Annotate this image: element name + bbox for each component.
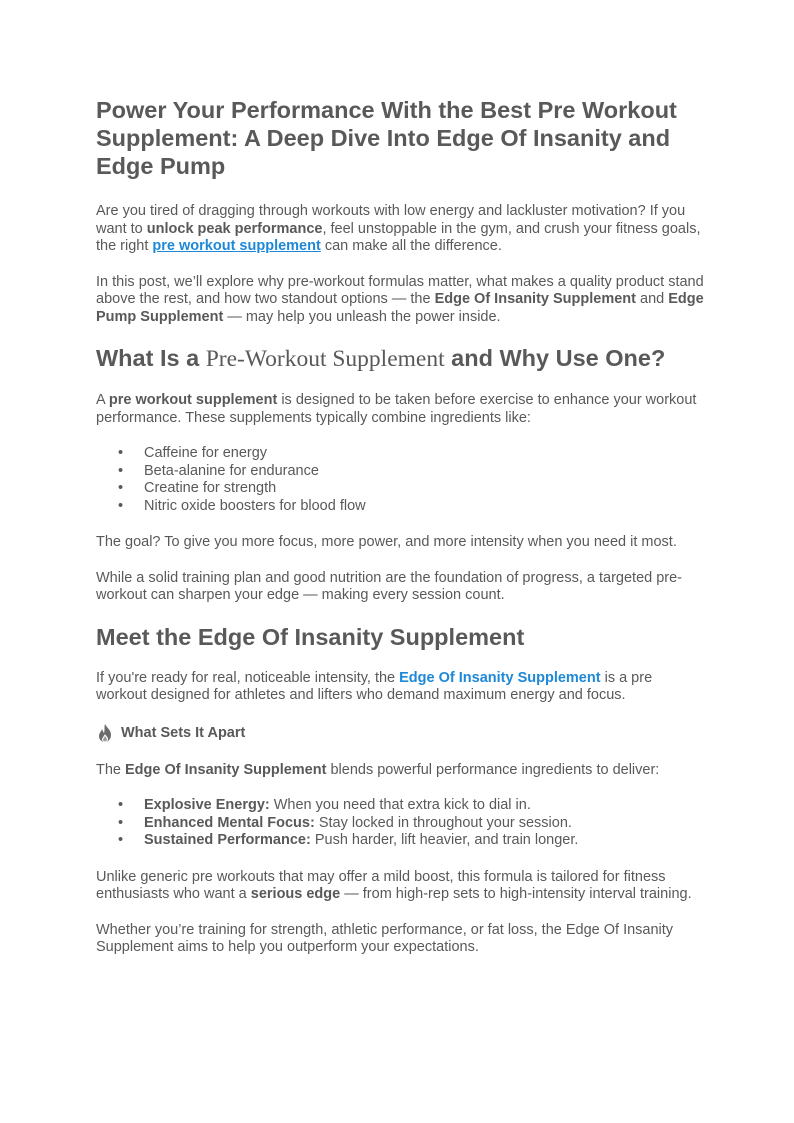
list-item: • Nitric oxide boosters for blood flow xyxy=(118,498,706,516)
document-page xyxy=(96,96,706,975)
ingredient-list xyxy=(96,445,706,515)
page-title: Power Your Performance With the Best Pre Workout Supplement: A Deep Dive Into Edge Of Insanity and Edge Pump xyxy=(96,97,677,179)
subheading-what-sets-it-apart: What Sets It Apart xyxy=(96,723,706,743)
edge-of-insanity-link[interactable]: Edge Of Insanity Supplement xyxy=(399,669,601,686)
section-heading-meet-edge: Meet the Edge Of Insanity Supplement xyxy=(96,623,525,650)
section2-paragraph-2: The Edge Of Insanity Supplement blends powerful performance ingredients to deliver: xyxy=(96,761,660,778)
section2-paragraph-1: If you're ready for real, noticeable intensity, the Edge Of Insanity Supplement is a pre workout designed for athletes and lifters who demand maximum energy and focus. xyxy=(96,669,653,703)
section1-paragraph-1: A pre workout supplement is designed to be taken before exercise to enhance your workout performance. These supplements typically combine ingredients like: xyxy=(96,392,697,426)
section2-paragraph-4: Whether you’re training for strength, athletic performance, or fat loss, the Edge Of Insanity Supplement aims to help you outperform your expectations. xyxy=(96,921,674,955)
section2-paragraph-3: Unlike generic pre workouts that may offer a mild boost, this formula is tailored for fitness enthusiasts who want a serious edge — from high-rep sets to high-intensity interval training. xyxy=(96,868,692,902)
section-heading-what-is: What Is a Pre-Workout Supplement and Why Use One? xyxy=(96,345,666,372)
pre-workout-supplement-link[interactable]: pre workout supplement xyxy=(152,238,321,254)
list-item: • Beta-alanine for endurance xyxy=(118,463,706,481)
intro-paragraph-1: Are you tired of dragging through workouts with low energy and lackluster motivation? If you want to unlock peak performance, feel unstoppable in the gym, and crush your fitness goals, the right pre workout supplement can make all the difference. xyxy=(96,203,701,254)
section1-paragraph-3: While a solid training plan and good nutrition are the foundation of progress, a targeted pre-workout can sharpen your edge — making every session count. xyxy=(96,569,683,603)
list-item: • Enhanced Mental Focus: Stay locked in throughout your session. xyxy=(118,815,706,833)
list-item: • Sustained Performance: Push harder, lift heavier, and train longer. xyxy=(118,832,706,850)
section1-paragraph-2: The goal? To give you more focus, more power, and more intensity when you need it most. xyxy=(96,534,677,550)
feature-list xyxy=(96,797,706,850)
intro-paragraph-2: In this post, we’ll explore why pre-workout formulas matter, what makes a quality product stand above the rest, and how two standout options — the Edge Of Insanity Supplement and Edge Pump Supplement — may help you unleash the power inside. xyxy=(96,273,704,325)
list-item: • Caffeine for energy xyxy=(118,445,706,463)
fire-icon xyxy=(96,723,114,743)
list-item: • Creatine for strength xyxy=(118,480,706,498)
list-item: • Explosive Energy: When you need that extra kick to dial in. xyxy=(118,797,706,815)
